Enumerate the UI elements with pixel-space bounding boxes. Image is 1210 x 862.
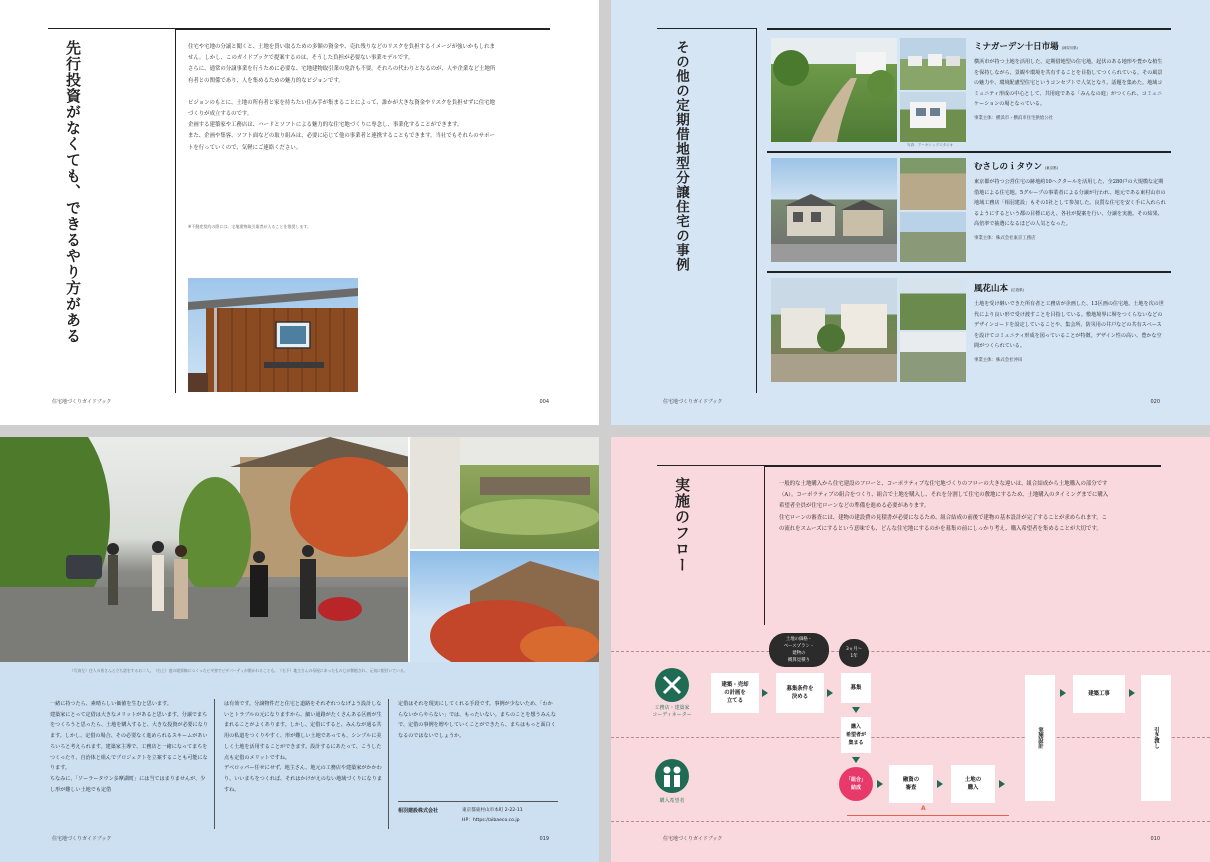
flow-step-handover: 引き渡し [1141,675,1171,801]
flow-step-union: 「組合」 結成 [839,767,873,801]
actor-builder-label: 工務店・建築家 コーディネーター [652,705,692,718]
flow-step-recruit: 募集 [841,673,871,703]
interview-column-1: 一緒に持つたら、素晴らしい価値を生むと思います。 建築家にとって定借は大きなメリットがあると思います。分譲でまちをつくろうと思ったら、土地を購入すると、大きな投資が必要になります。しかし、定借の場合、その必要なく進められるスキームがあいろいろと考えられます。建築家主導で、工務店と一緒になってまちをつくったり、自治体と組んでプロジェクトを立案することも可能になります。 ちなみに、「ソーラータウン多摩湖町」には当てはまりませんが、少し形が難しい土地でも定借 [50,701,208,793]
company-homepage[interactable]: HP：https://aibaeco.co.jp [462,818,520,823]
example-owner: 事業主体：株式会社沖田 [974,357,1023,363]
example-name-text: ミナガーデン十日市場 [974,42,1059,52]
example-photo-main [771,278,897,382]
example-photo-main [771,158,897,262]
page-number: 010 [1150,836,1160,842]
footer-title: 住宅地づくりガイドブック [663,399,723,405]
example-photo-sub2 [900,332,966,382]
lane-divider [611,821,1210,822]
example-photo-sub1 [900,278,966,330]
example-photo-sub2 [900,212,966,262]
arrow-right-icon [999,780,1005,788]
people-icon [655,759,689,793]
interview-column-3: 定借はそれを現実にしてくれる手段です。事例が少ないため、「わからないからやらない」では、もったいない。まちのことを想うみんなで、定借の事例を増やしていくことができたら、まちはもっと面白くなるのではないでしょうか。 [398,701,556,740]
arrow-right-icon [827,689,833,697]
page-title: 先行投資がなくても、できるやり方がある [64,40,82,344]
tools-icon [655,668,689,702]
example-region: (神奈川県) [1061,46,1078,50]
paragraph: さらに、通常の分譲事業を行うために必要な、宅地建物取引業の免許も不要。それらの代わりとなるのが、人や企業など土地所有者との関係であり、人を集めるための魅力的なビジョンです。 [188,66,496,84]
example-name-text: 風花山本 [974,284,1009,294]
example-photo-sub2 [900,92,966,142]
rule [767,151,1171,153]
example-owner: 事業主体：株式会社東京工務店 [974,235,1036,241]
page-title: その他の定期借地型分譲住宅の事例 [673,40,689,272]
intro-text [188,42,498,154]
paragraph: ビジョンのもとに、土地の所有者と家を持ちたい住み手が集まることによって、誰かが大きな資金やリスクを負担せずに住宅地づくりが成立するのです。 [188,99,495,118]
photo-caption: （写真左）住人の皆さんと立ち話をするお二人。（右上）庭の境界線につくったピザ窯でピザパーティが開かれることも。（右下）地主さんの母屋にあったもみじが移植され、元気に根付いている。 [70,668,408,673]
paragraph: また、企画や集客、ソフト面などの取り組みは、必要に応じて他の事業者と連携することもできます。当社でもそれらのサポートを行っていくので、気軽にご連絡ください。 [188,133,495,151]
rule [767,271,1171,273]
arrow-right-icon [1129,689,1135,697]
page-004 [0,0,599,425]
maple-photo [410,551,599,662]
photo-credit: 写真：アーキシップスタジオ [907,143,954,147]
arrow-down-icon [852,707,860,713]
flow-step-construction: 建築工事 [1073,675,1125,713]
company-name: 相羽建設株式会社 [398,808,439,814]
range-a-line [847,815,1009,816]
example-name [974,40,1166,52]
column-divider [214,699,215,829]
arrow-right-icon [877,780,883,788]
arrow-down-icon [852,757,860,763]
range-a-label: A [921,805,926,812]
example-musashino [974,160,1166,241]
page-number: 004 [539,399,549,405]
column-divider [388,699,389,829]
flow-step-design: 実施設計 [1025,675,1055,801]
page-title: 実施のフロー [673,477,691,573]
paragraph: 住宅ローンの審査には、建物の建設費の見積書が必要になるため、組合結成の前後で建物の基本設計が完了することが求められます。この流れをスムーズにするという意味でも、どんな住宅地にするのかを募集の前にしっかり考え、購入希望者を集めることが大切です。 [779,514,1108,532]
example-region: (広島県) [1010,288,1024,292]
example-photo-sub1 [900,158,966,210]
lane-divider [611,737,1210,738]
example-name-text: むさしのｉタウン [974,162,1043,172]
paragraph: 企画する建築家や工務店は、ハードとソフトによる魅力的な住宅地づくりに専念し、事業化することができます。 [188,122,463,129]
example-photo-main [771,38,897,142]
example-minagarden [974,40,1166,121]
example-name [974,160,1166,172]
page-010 [611,437,1210,862]
example-photo-sub1 [900,38,966,90]
page-019 [0,437,599,862]
rule [767,28,1171,30]
example-description: 土地を受け継いできた所有者と工務店が企画した、13区画の住宅地。土地を次の世代により良い形で受け渡すことを目指している。敷地境界に塀をつくらないなどのデザインコードを設定していることや、集会所、防災用の井戸などの共有スペースを設けてコミュニティ形成を図っていることが特徴。デザイン性の高い、豊かな空間がつくられている。 [974,301,1164,350]
period-bubble: 3ヵ月〜 1年 [839,639,869,667]
page-number: 019 [539,836,549,842]
actor-buyer-label: 購入希望者 [659,798,685,804]
top-rule [176,28,550,30]
flow-description [779,479,1109,535]
company-rule [398,801,558,802]
page-020 [611,0,1210,425]
footer-title: 住宅地づくりガイドブック [663,836,723,842]
example-region: (東京都) [1044,166,1058,170]
example-owner: 事業主体：横浜市・横浜市住宅供給公社 [974,115,1054,121]
flow-step-plan: 建築・売却 の計画を 立てる [711,673,759,713]
flow-step-land: 土地の 購入 [951,765,995,803]
company-address: 東京都東村山市本町 2-22-11 [462,808,523,813]
example-kazahana [974,282,1166,363]
arrow-right-icon [1060,689,1066,697]
flow-step-loan: 融資の 審査 [889,765,933,803]
footer-title: 住宅地づくりガイドブック [52,836,112,842]
interview-column-2: は有効です。分譲物件だと住宅と道路をそれぞれつなげよう設計しないとトラブルの元になりますから、細い通路がたくさんある区画が生まれることがよくあります。しかし、定借にすると、みんなが通る共用の私道をつくりやすく、形が難しい土地であっても、シンプルに美しく土地を活用することができます。設計するにあたって、こうした点も定借のメリットですね。 デベロッパー任せにせず、地主さん、地元の工務店や建築家がかかわり、いいまちをつくれば、それはかけがえのない地域づくりになりますね。 [224,701,382,793]
arrow-right-icon [762,689,768,697]
example-name [974,282,1166,294]
top-rule [765,465,1161,467]
paragraph: 一般的な土地購入から住宅建設のフローと、コーポラティブな住宅地づくりのフローの大きな違いは、組合結成から土地購入の部分です（A）。コーポラティブの組合をつくり、組合で土地を購入し、それを分割して住宅の敷地にするため、土地購入のタイミングまでに購入希望者全員が住宅ローンなどの準備を進める必要があります。 [779,481,1109,510]
flow-step-conditions: 募集条件を 決める [776,673,824,713]
arrow-right-icon [937,780,943,788]
paragraph: 住宅や宅地の分譲と聞くと、土地を買い取るための多額の資金や、売れ残りなどのリスクを負担するイメージが強いかもしれません。しかし、このガイドブックで提案するのは、そうした負担が必要ない事業モデルです。 [188,44,495,62]
street-photo [0,437,408,662]
footer-title: 住宅地づくりガイドブック [52,399,112,405]
lane-divider [611,651,1210,652]
conditions-bubble: 土地の価格・ ベースプラン・ 建物の 概算見積り [769,633,829,667]
flow-step-applicants: 購入 希望者が 集まる [841,717,871,753]
house-illustration [188,278,358,392]
footnote: ※不動産契約の際には、宅地建物取引業者が入ることを推奨します。 [188,224,312,229]
garden-photo [410,437,599,549]
example-description: 横浜市が持つ土地を活用した、定期借地型の住宅地。起伏のある地形や豊かな植生を保持しながら、景観や環境を共有することを目指してつくられている。その風景の魅力や、環境配慮型住宅というコンセプトで人気となり、話題を集めた。地域コミュニティ形成の中心として、共用庭である「みんなの庭」がつくられ、コミュニケーションの場となっている。 [974,59,1163,108]
page-number: 020 [1150,399,1160,405]
house-photo [188,278,358,392]
example-description: 東京都が持つ公営住宅の跡地約10ヘクタールを活用した、全280戸の大規模な定期借地による住宅地。5グループの事業者による分譲が行われ、地元である東村山市の地域工務店「相羽建設」もその1社として参加した。良質な住宅を安く手に入れられるようにするという都の目標に応え、各社が提案を行い、分譲を実施。その結果、高倍率で抽選になるほどの人気となった。 [974,179,1166,228]
